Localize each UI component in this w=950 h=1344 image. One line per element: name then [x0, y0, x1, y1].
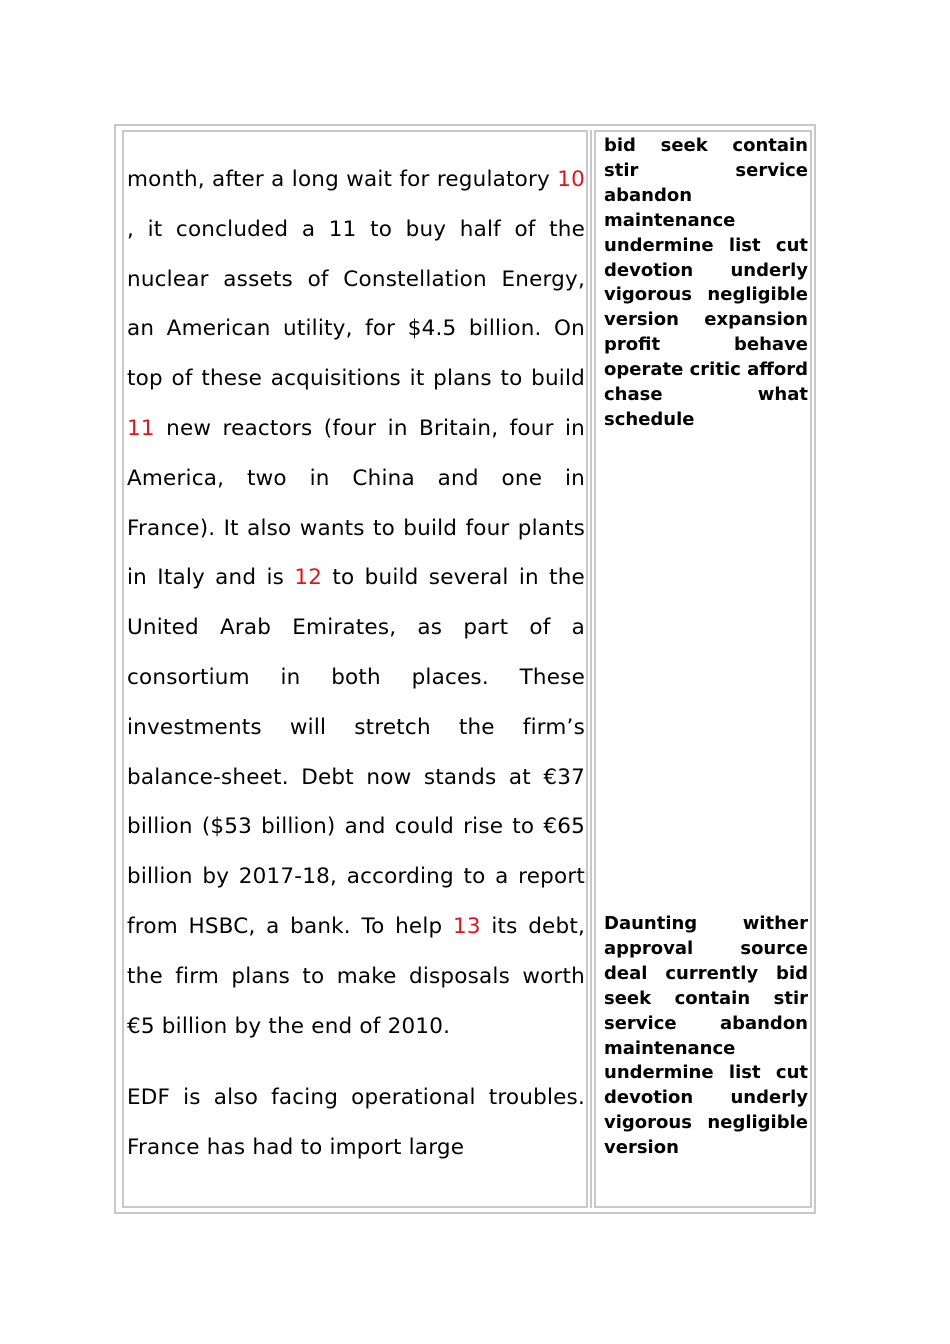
word-bank-top: bid seek contain stir service abandon maintenance undermine list cut devotion underly vigorous negligible version expansion profit behave operate critic afford chase what schedule: [604, 135, 808, 430]
passage-text: [127, 155, 585, 1173]
passage-segment: , it concluded a 11 to buy half of the nuclear assets of Constellation Energy, an American utility, for $4.5 billion. On top of these acquisitions it plans to build: [127, 216, 585, 392]
passage-segment: to build several in the United Arab Emirates, as part of a consortium in both places. These investments will stretch the firm’s balance-sheet. Debt now stands at €37 billion ($53 billion) and could rise to €65 billion by 2017-18, according to a report from HSBC, a bank. To help: [127, 565, 585, 939]
blank-13: 13: [453, 913, 481, 939]
passage-segment: its debt, the firm plans to make disposals worth €5 billion by the end of 2010.: [127, 913, 585, 1039]
passage-segment: new reactors (four in Britain, four in America, two in China and one in France). It also wants to build four plants in Italy and is: [127, 415, 585, 591]
paragraph-1: [127, 155, 585, 1051]
passage-segment: month, after a long wait for regulatory: [127, 167, 558, 192]
paragraph-2: EDF is also facing operational troubles. France has had to import large: [127, 1085, 585, 1161]
blank-10: 10: [557, 167, 585, 192]
word-bank-bottom: Daunting wither approval source deal currently bid seek contain stir service abandon maintenance undermine list cut devotion underly vigorous negligible version: [604, 913, 808, 1159]
blank-12: 12: [294, 565, 323, 591]
blank-11: 11: [127, 415, 155, 441]
column-divider: [590, 130, 592, 1208]
